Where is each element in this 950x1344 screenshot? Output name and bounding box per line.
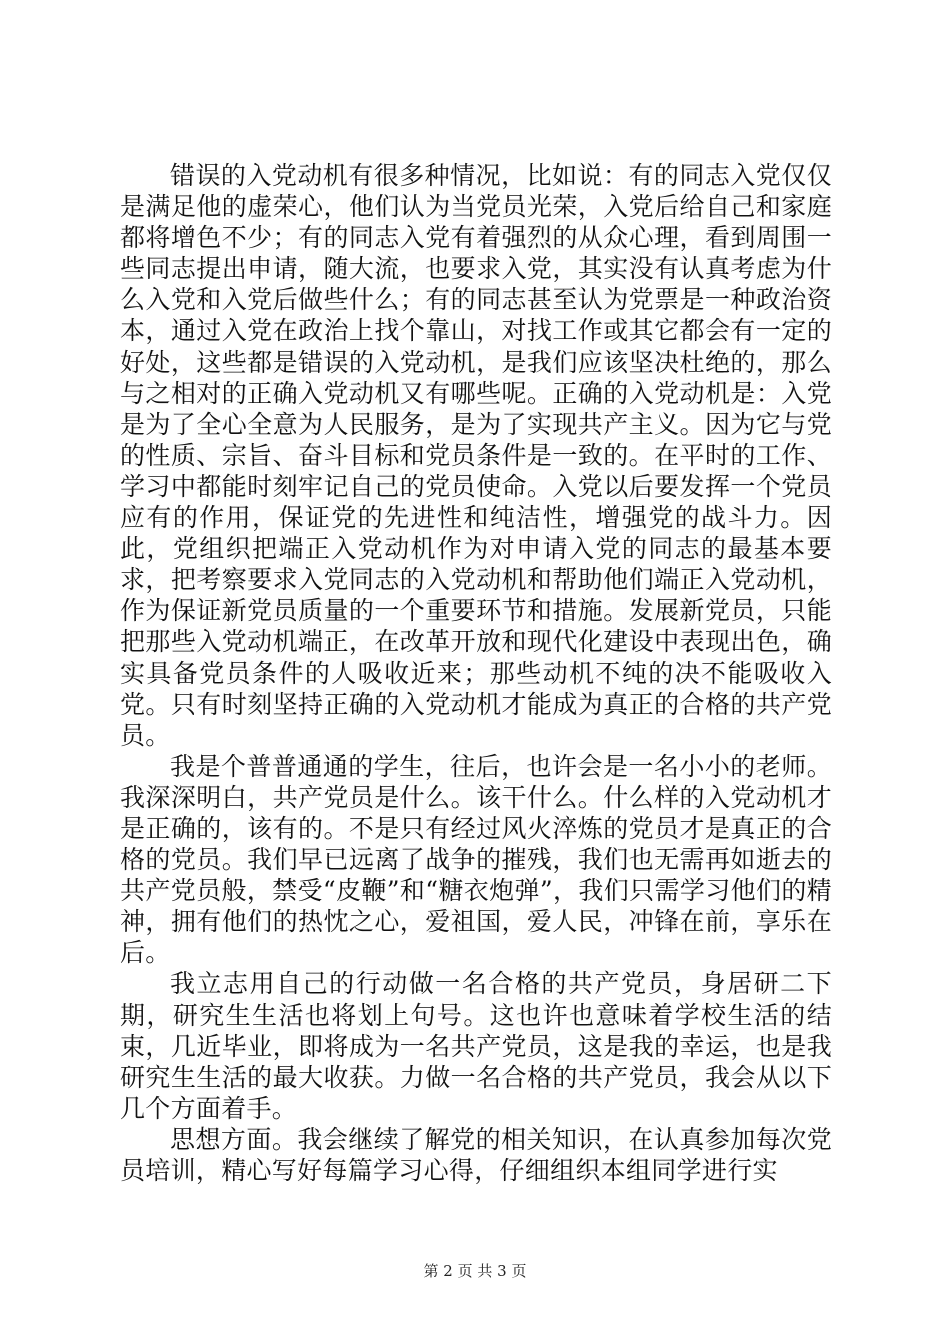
paragraph-thought: 思想方面。我会继续了解党的相关知识，在认真参加每次党员培训，精心写好每篇学习心得，仔细组织本组同学进行实 bbox=[120, 1124, 832, 1185]
paragraph-student: 我是个普普通通的学生，往后，也许会是一名小小的老师。我深深明白，共产党员是什么。该干什么。什么样的入党动机才是正确的，该有的。不是只有经过风火淬炼的党员才是真正的合格的党员。我们早已远离了战争的摧残，我们也无需再如逝去的共产党员般，禁受“皮鞭”和“糖衣炮弹”，我们只需学习他们的精神，拥有他们的热忱之心，爱祖国，爱人民，冲锋在前，享乐在后。 bbox=[120, 751, 832, 968]
page-number-footer: 第 2 页 共 3 页 bbox=[423, 1262, 527, 1280]
paragraph-motive: 错误的入党动机有很多种情况，比如说：有的同志入党仅仅是满足他的虚荣心，他们认为当党员光荣，入党后给自己和家庭都将增色不少；有的同志入党有着强烈的从众心理，看到周围一些同志提出申请，随大流，也要求入党，其实没有认真考虑为什么入党和入党后做些什么；有的同志甚至认为党票是一种政治资本，通过入党在政治上找个靠山，对找工作或其它都会有一定的好处，这些都是错误的入党动机，是我们应该坚决杜绝的，那么与之相对的正确入党动机又有哪些呢。正确的入党动机是：入党是为了全心全意为人民服务，是为了实现共产主义。因为它与党的性质、宗旨、奋斗目标和党员条件是一致的。在平时的工作、学习中都能时刻牢记自己的党员使命。入党以后要发挥一个党员应有的作用，保证党的先进性和纯洁性，增强党的战斗力。因此，党组织把端正入党动机作为对申请入党的同志的最基本要求，把考察要求入党同志的入党动机和帮助他们端正入党动机，作为保证新党员质量的一个重要环节和措施。发展新党员，只能把那些入党动机端正，在改革开放和现代化建设中表现出色，确实具备党员条件的人吸收近来；那些动机不纯的决不能吸收入党。只有时刻坚持正确的入党动机才能成为真正的合格的共产党员。 bbox=[120, 161, 832, 750]
document-body bbox=[120, 160, 832, 1186]
paragraph-resolution: 我立志用自己的行动做一名合格的共产党员，身居研二下期，研究生生活也将划上句号。这也许也意味着学校生活的结束，几近毕业，即将成为一名共产党员，这是我的幸运，也是我研究生生活的最大收获。力做一名合格的共产党员，我会从以下几个方面着手。 bbox=[120, 969, 832, 1123]
